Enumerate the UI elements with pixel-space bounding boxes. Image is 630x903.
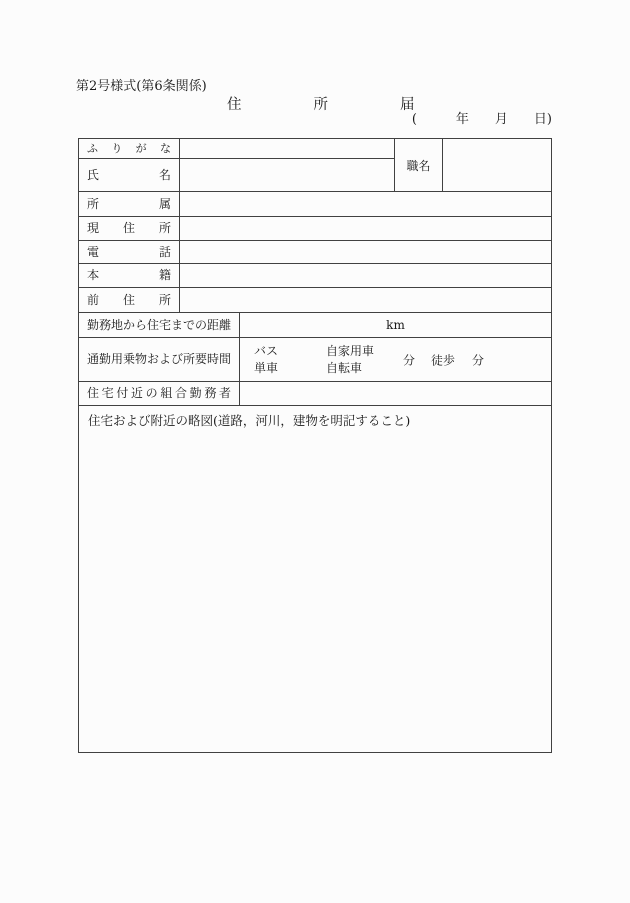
furigana-row bbox=[79, 139, 394, 158]
form-title: 住所届 bbox=[227, 97, 487, 113]
current-address-field bbox=[179, 217, 551, 240]
name-label: 氏名 bbox=[87, 168, 171, 182]
distance-field bbox=[239, 313, 551, 337]
furigana-field bbox=[179, 139, 394, 158]
commute-field bbox=[239, 338, 551, 381]
name-section bbox=[79, 139, 551, 191]
commute-option-private-car: 自家用車 bbox=[326, 343, 375, 358]
distance-label: 勤務地から住宅までの距離 bbox=[87, 318, 232, 332]
name-row bbox=[79, 158, 394, 191]
commute-col-2 bbox=[326, 343, 374, 377]
previous-address-label: 前住所 bbox=[87, 293, 171, 307]
commute-col-1 bbox=[254, 343, 278, 377]
commute-option-motorbike: 単車 bbox=[254, 360, 279, 375]
commute-label: 通勤用乗物および所要時間 bbox=[87, 352, 232, 366]
commute-walk: 徒歩 bbox=[431, 353, 456, 367]
commute-minutes-1: 分 bbox=[403, 353, 416, 367]
registered-domicile-field bbox=[179, 264, 551, 287]
registered-domicile-label: 本籍 bbox=[87, 268, 171, 282]
commute-minutes-2: 分 bbox=[472, 353, 485, 367]
union-members-field bbox=[239, 382, 551, 405]
job-title-field bbox=[442, 139, 551, 191]
current-address-label: 現住所 bbox=[87, 221, 171, 235]
name-section-left bbox=[79, 139, 394, 191]
form-number: 第2号様式(第6条関係) bbox=[76, 79, 207, 94]
furigana-label: ふりがな bbox=[87, 142, 171, 155]
affiliation-row bbox=[79, 191, 551, 216]
job-title-label: 職名 bbox=[394, 139, 442, 191]
map-sketch-area bbox=[79, 405, 551, 752]
commute-row bbox=[79, 337, 551, 381]
distance-row bbox=[79, 312, 551, 337]
previous-address-field bbox=[179, 288, 551, 312]
address-form-table bbox=[78, 138, 552, 753]
phone-field bbox=[179, 241, 551, 263]
name-field bbox=[179, 159, 394, 191]
commute-option-bus: バス bbox=[254, 343, 279, 358]
phone-row bbox=[79, 240, 551, 263]
map-sketch-label: 住宅および附近の略図(道路，河川，建物を明記すること) bbox=[88, 413, 411, 428]
affiliation-label: 所属 bbox=[87, 197, 171, 211]
union-members-row bbox=[79, 381, 551, 405]
registered-domicile-row bbox=[79, 263, 551, 287]
union-members-label: 住宅付近の組合勤務者 bbox=[87, 386, 231, 400]
previous-address-row bbox=[79, 287, 551, 312]
phone-label: 電話 bbox=[87, 245, 171, 259]
distance-unit: km bbox=[386, 318, 405, 332]
current-address-row bbox=[79, 216, 551, 240]
affiliation-field bbox=[179, 192, 551, 216]
date-line: ( 年 月 日) bbox=[411, 112, 552, 127]
commute-option-bicycle: 自転車 bbox=[326, 360, 363, 375]
